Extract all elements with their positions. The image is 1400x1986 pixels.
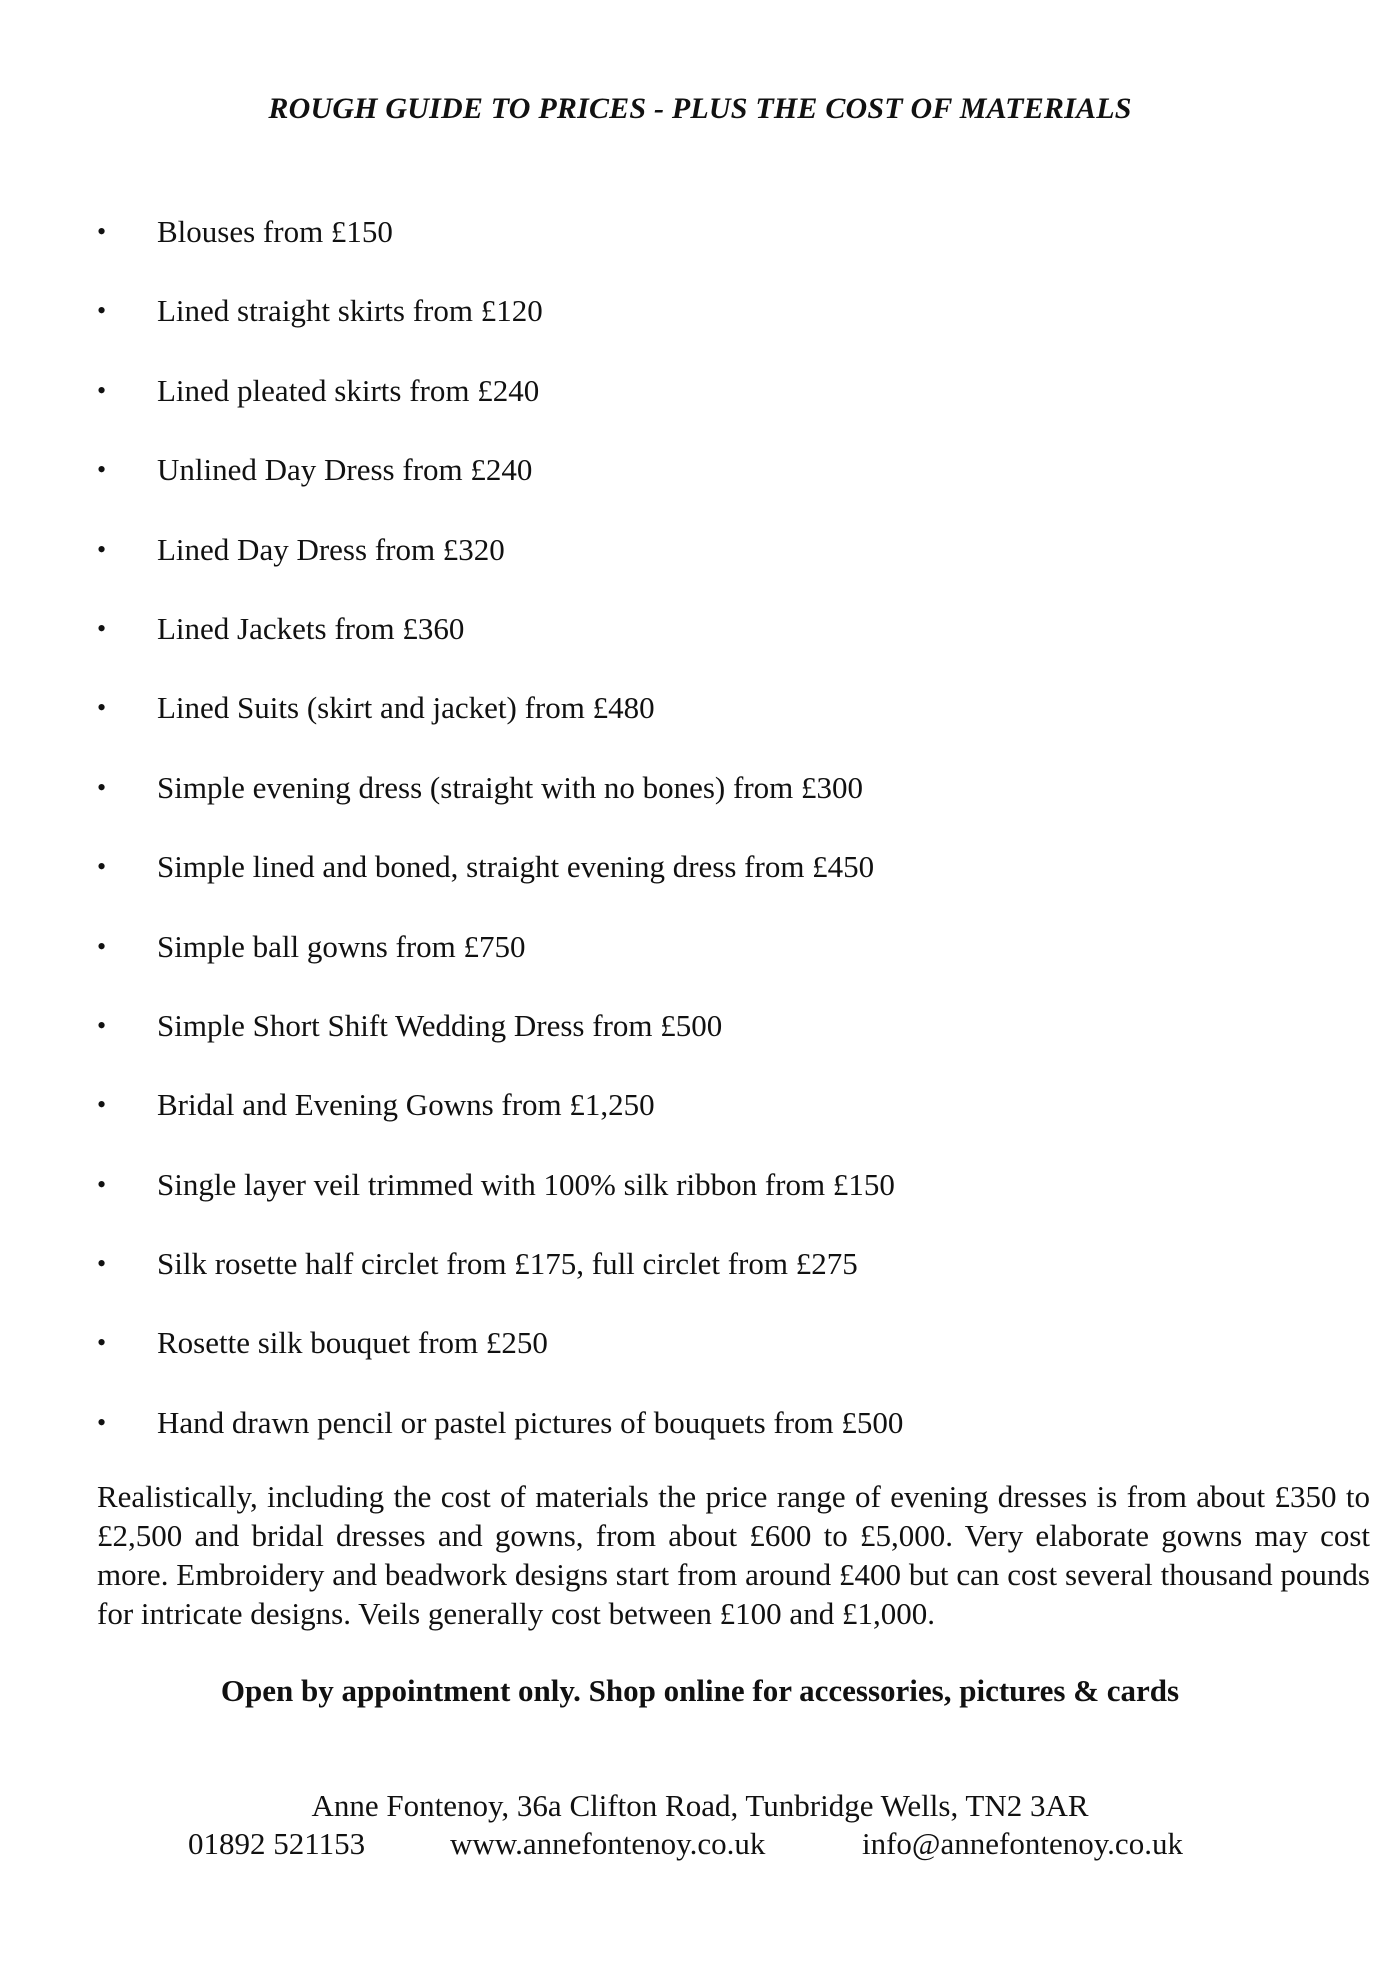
page-title: ROUGH GUIDE TO PRICES - PLUS THE COST OF MATERIALS [268,92,1132,125]
bullet-icon: • [97,296,107,326]
list-item [0,1401,1400,1480]
list-item-text: Lined pleated skirts from £240 [157,372,540,408]
list-item-text: Lined Day Dress from £320 [157,531,505,567]
list-item [0,210,1400,289]
list-item-text: Simple lined and boned, straight evening dress from £450 [157,849,875,885]
list-item-text: Rosette silk bouquet from £250 [157,1325,548,1361]
bullet-icon: • [97,455,107,485]
footer-email-link[interactable]: info@annefontenoy.co.uk [862,1826,1183,1861]
list-item-text: Bridal and Evening Gowns from £1,250 [157,1087,655,1123]
bullet-icon: • [97,534,107,564]
list-item [0,448,1400,527]
bullet-icon: • [97,693,107,723]
list-item [0,369,1400,448]
price-list [0,210,1400,1480]
bullet-icon: • [97,1010,107,1040]
list-item [0,1163,1400,1242]
list-item [0,1242,1400,1321]
list-item-text: Simple evening dress (straight with no bones) from £300 [157,769,864,805]
list-item-text: Blouses from £150 [157,214,393,249]
list-item [0,766,1400,845]
bullet-icon: • [97,1249,107,1279]
list-item [0,1004,1400,1083]
bullet-icon: • [97,1090,107,1120]
bullet-icon: • [97,375,107,405]
appointment-notice: Open by appointment only. Shop online for accessories, pictures & cards [220,1673,1180,1708]
list-item-text: Single layer veil trimmed with 100% silk ribbon from £150 [157,1166,895,1202]
list-item [0,607,1400,686]
bullet-icon: • [97,217,107,246]
list-item [0,528,1400,607]
list-item [0,686,1400,765]
bullet-icon: • [97,1328,107,1358]
list-item-text: Lined Jackets from £360 [157,610,465,646]
list-item-text: Unlined Day Dress from £240 [157,452,533,488]
bullet-icon: • [97,613,107,643]
bullet-icon: • [97,1169,107,1199]
list-item-text: Simple ball gowns from £750 [157,928,526,964]
list-item-text: Silk rosette half circlet from £175, full circlet from £275 [157,1246,858,1282]
bullet-icon: • [97,852,107,882]
footer-phone: 01892 521153 [188,1826,366,1861]
list-item-text: Lined Suits (skirt and jacket) from £480 [157,690,655,726]
footer-website-link[interactable]: www.annefontenoy.co.uk [450,1826,766,1861]
list-item-text: Hand drawn pencil or pastel pictures of bouquets from £500 [157,1404,904,1440]
list-item [0,1083,1400,1162]
bullet-icon: • [97,931,107,961]
bullet-icon: • [97,1407,107,1437]
bullet-icon: • [97,772,107,802]
list-item [0,845,1400,924]
summary-paragraph: Realistically, including the cost of materials the price range of evening dresses is from about £350 to £2,500 and bridal dresses and gowns, from about £600 to £5,000. Very elaborate gowns may cost more. Embroidery and beadwork designs start from around £400 but can cost several thousand pounds for intricate designs. Veils generally cost between £100 and £1,000. [97,1479,1370,1631]
list-item-text: Lined straight skirts from £120 [157,293,543,329]
list-item [0,925,1400,1004]
footer-address: Anne Fontenoy, 36a Clifton Road, Tunbridge Wells, TN2 3AR [311,1788,1089,1823]
list-item-text: Simple Short Shift Wedding Dress from £500 [157,1007,723,1043]
list-item [0,289,1400,368]
list-item [0,1321,1400,1400]
